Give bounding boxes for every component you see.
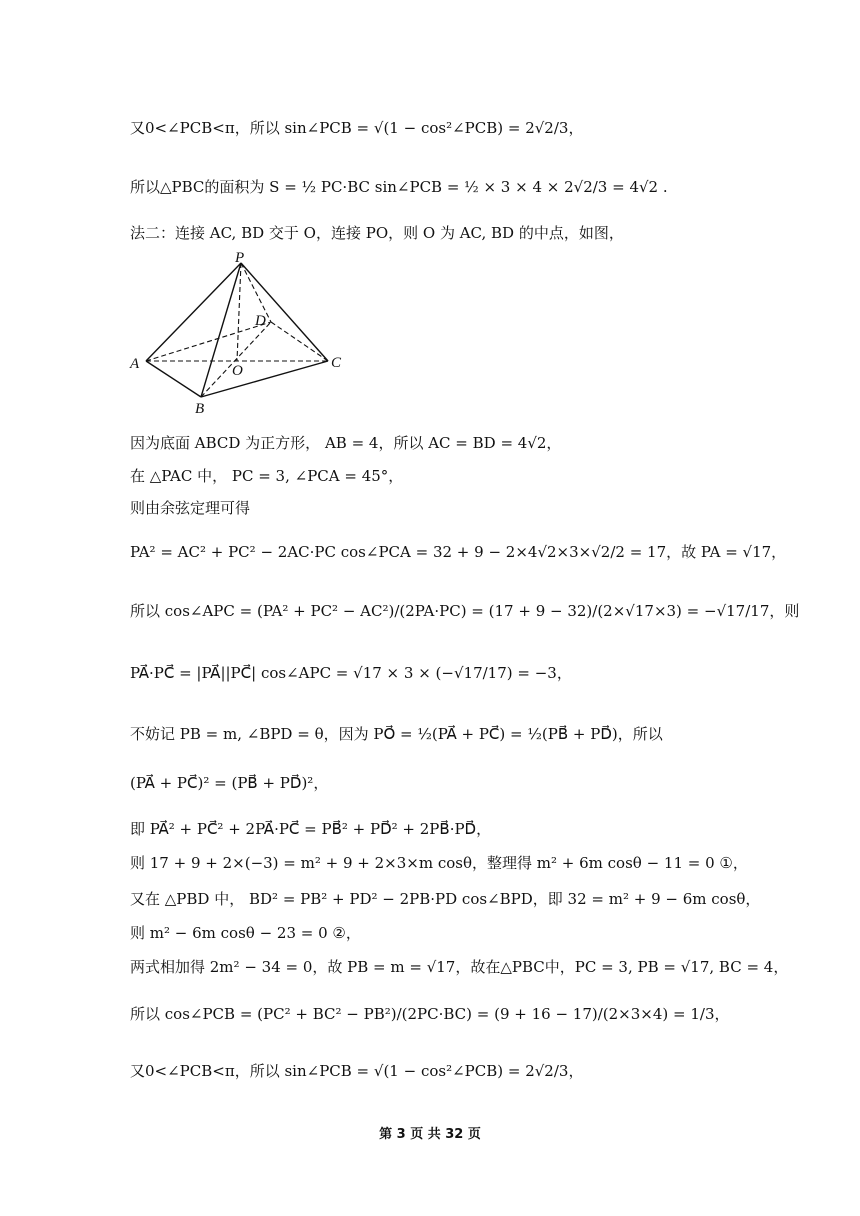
text-line-3: 法二：连接 AC, BD 交于 O，连接 PO，则 O 为 AC, BD 的中点，如图， <box>130 224 624 242</box>
text-line-8: 所以 cos∠APC = (PA² + PC² − AC²)/(2PA·PC) = (17 + 9 − 32)/(2×√17×3) = −√17/17，则 <box>130 602 800 620</box>
text-line-6: 则由余弦定理可得 <box>130 499 251 517</box>
label-P: P <box>235 250 245 266</box>
text-line-18: 又0<∠PCB<π，所以 sin∠PCB = √(1 − cos²∠PCB) = 2√2/3， <box>130 1062 584 1080</box>
text-line-1: 又0<∠PCB<π，所以 sin∠PCB = √(1 − cos²∠PCB) = 2√2/3， <box>130 119 584 137</box>
segment-PO <box>237 263 241 361</box>
edge-AB <box>146 361 201 397</box>
label-B: B <box>195 401 205 417</box>
label-O: O <box>232 363 243 379</box>
text-line-11: (PA⃗ + PC⃗)² = (PB⃗ + PD⃗)²， <box>130 774 329 792</box>
edge-PC <box>241 263 328 361</box>
text-line-13: 则 17 + 9 + 2×(−3) = m² + 9 + 2×3×m cosθ，整理得 m² + 6m cosθ − 11 = 0 ①， <box>130 854 748 872</box>
text-line-17: 所以 cos∠PCB = (PC² + BC² − PB²)/(2PC·BC) = (9 + 16 − 17)/(2×3×4) = 1/3， <box>130 1005 730 1023</box>
text-line-9: PA⃗·PC⃗ = |PA⃗||PC⃗| cos∠APC = √17 × 3 × (−√17/17) = −3， <box>130 664 572 682</box>
text-line-2: 所以△PBC的面积为 S = ½ PC·BC sin∠PCB = ½ × 3 × 4 × 2√2/3 = 4√2 . <box>130 178 668 196</box>
text-line-7: PA² = AC² + PC² − 2AC·PC cos∠PCA = 32 + 9 − 2×4√2×3×√2/2 = 17，故 PA = √17， <box>130 543 787 561</box>
text-line-5: 在 △PAC 中， PC = 3, ∠PCA = 45°， <box>130 467 404 485</box>
text-line-10: 不妨记 PB = m, ∠BPD = θ，因为 PO⃗ = ½(PA⃗ + PC⃗) = ½(PB⃗ + PD⃗)，所以 <box>130 725 663 743</box>
text-line-4: 因为底面 ABCD 为正方形， AB = 4，所以 AC = BD = 4√2， <box>130 434 562 452</box>
text-line-16: 两式相加得 2m² − 34 = 0，故 PB = m = √17，故在△PBC中，PC = 3, PB = √17, BC = 4， <box>130 958 789 976</box>
text-line-12: 即 PA⃗² + PC⃗² + 2PA⃗·PC⃗ = PB⃗² + PD⃗² + 2PB⃗·PD⃗， <box>130 820 492 838</box>
text-line-15: 则 m² − 6m cosθ − 23 = 0 ②， <box>130 924 361 942</box>
label-D: D <box>255 313 266 329</box>
edge-BC <box>201 361 328 397</box>
pyramid-figure <box>125 250 355 420</box>
text-line-14: 又在 △PBD 中， BD² = PB² + PD² − 2PB·PD cos∠BPD，即 32 = m² + 9 − 6m cosθ， <box>130 890 761 908</box>
page-footer: 第 3 页 共 32 页 <box>379 1127 481 1142</box>
label-A: A <box>130 356 140 372</box>
label-C: C <box>331 355 342 371</box>
